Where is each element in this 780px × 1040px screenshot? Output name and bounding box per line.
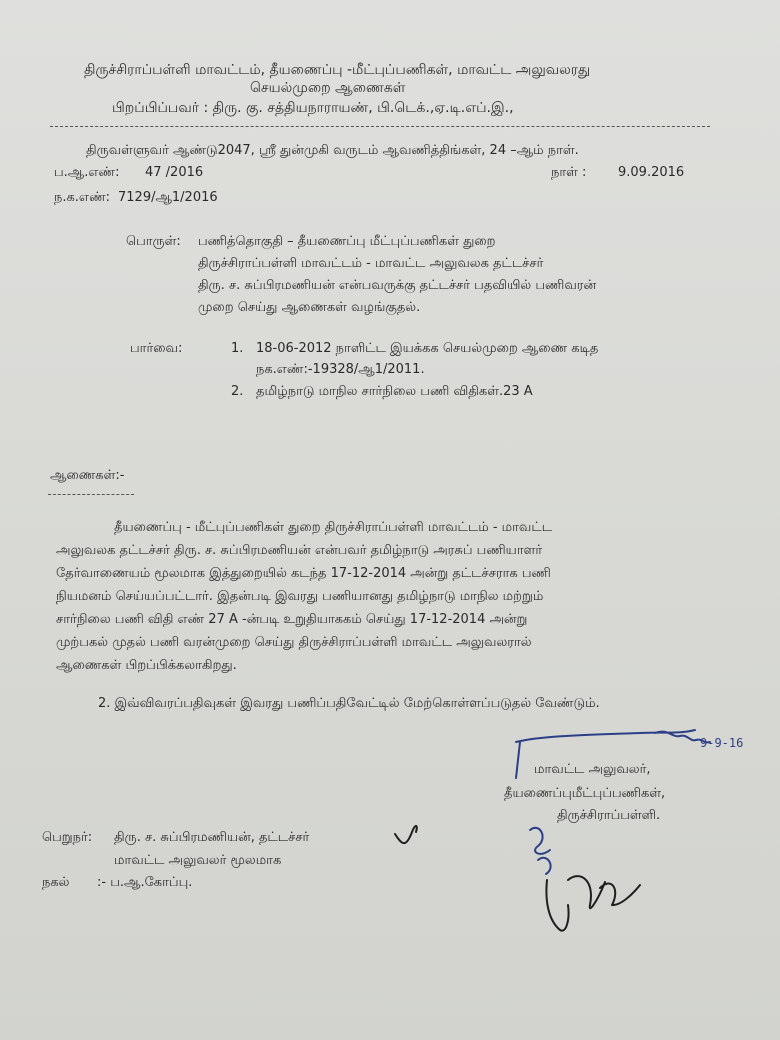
header-line-proceedings: செயல்முறை ஆணைகள் xyxy=(250,80,406,96)
order-paragraph-1-line-3: தேர்வாணையம் மூலமாக இத்துறையில் கடந்த 17-12-2014 அன்று தட்டச்சராக பணி xyxy=(56,566,551,581)
recipient-line-1: திரு. ச. சுப்பிரமணியன், தட்டச்சர் xyxy=(114,830,310,845)
reference-item-2-number: 2. xyxy=(231,384,244,399)
order-paragraph-1-line-4: நியமனம் செய்யப்பட்டார். இதன்படி இவரது பணியானது தமிழ்நாடு மாநில மற்றும் xyxy=(56,589,544,604)
orders-heading: ஆணைகள்:- xyxy=(50,468,125,483)
naka-number-label: ந.க.எண்: xyxy=(54,190,110,205)
recipient-line-2: மாவட்ட அலுவலர் மூலமாக xyxy=(114,853,282,868)
copy-value: :- ப.ஆ.கோப்பு. xyxy=(97,875,193,890)
order-paragraph-1-line-5: சார்நிலை பணி விதி எண் 27 A -ன்படி உறுதியாககம் செய்து 17-12-2014 அன்று xyxy=(56,612,528,627)
header-line-issuer: பிறப்பிப்பவர் : திரு. கு. சத்தியநாராயண், பி.டெக்.,ஏ.டி.எப்.இ., xyxy=(112,100,514,116)
reference-item-1-line-1: 18-06-2012 நாளிட்ட இயக்கக செயல்முறை ஆணை கடித xyxy=(256,341,599,356)
subject-line-2: திருச்சிராப்பள்ளி மாவட்டம் - மாவட்ட அலுவலக தட்டச்சர் xyxy=(198,256,544,271)
reference-item-2-text: தமிழ்நாடு மாநில சார்நிலை பணி விதிகள்.23 A xyxy=(256,384,533,399)
recipient-label: பெறுநர்: xyxy=(42,830,93,845)
subject-line-1: பணித்தொகுதி – தீயணைப்பு மீட்புப்பணிகள் துறை xyxy=(198,234,496,249)
header-line-district: திருச்சிராப்பள்ளி மாவட்டம், தீயணைப்பு -மீட்புப்பணிகள், மாவட்ட அலுவலரது xyxy=(84,62,591,78)
order-date-value: 9.09.2016 xyxy=(618,165,685,180)
pa-number-label: ப.ஆ.எண்: xyxy=(54,165,120,180)
order-date-label: நாள் : xyxy=(551,165,587,180)
orders-heading-underline xyxy=(48,494,134,495)
signatory-location: திருச்சிராப்பள்ளி. xyxy=(557,808,661,823)
copy-label: நகல் xyxy=(42,875,70,890)
order-paragraph-1-line-1: தீயணைப்பு - மீட்புப்பணிகள் துறை திருச்சிராப்பள்ளி மாவட்டம் - மாவட்ட xyxy=(114,520,553,535)
signatory-designation: மாவட்ட அலுவலர், xyxy=(534,762,651,777)
naka-number-value: 7129/ஆ1/2016 xyxy=(118,190,218,205)
signatory-department: தீயணைப்புமீட்புப்பணிகள், xyxy=(504,786,666,801)
subject-line-3: திரு. ச. சுப்பிரமணியன் என்பவருக்கு தட்டச்சர் பதவியில் பணிவரன் xyxy=(198,278,597,293)
reference-item-1-line-2: நக.எண்:-19328/ஆ1/2011. xyxy=(256,362,425,377)
header-divider xyxy=(50,126,710,127)
subject-label: பொருள்: xyxy=(126,234,181,249)
order-paragraph-2: 2. இவ்விவரப்பதிவுகள் இவரது பணிப்பதிவேட்டில் மேற்கொள்ளப்படுதல் வேண்டும். xyxy=(98,696,600,711)
pa-number-value: 47 /2016 xyxy=(145,165,204,180)
order-paragraph-1-line-7: ஆணைகள் பிறப்பிக்கலாகிறது. xyxy=(56,658,237,673)
reference-label: பார்வை: xyxy=(130,341,183,356)
reference-item-1-number: 1. xyxy=(231,341,244,356)
subject-line-4: முறை செய்து ஆணைகள் வழங்குதல். xyxy=(198,300,421,315)
order-paragraph-1-line-2: அலுவலக தட்டச்சர் திரு. ச. சுப்பிரமணியன் என்பவர் தமிழ்நாடு அரசுப் பணியாளர் xyxy=(56,543,543,558)
tamil-calendar-date: திருவள்ளுவர் ஆண்டு2047, ஸ்ரீ துன்முகி வருடம் ஆவணித்திங்கள், 24 –ஆம் நாள். xyxy=(86,143,579,158)
handwritten-date: 9-9-16 xyxy=(700,736,744,750)
order-paragraph-1-line-6: முற்பகல் முதல் பணி வரன்முறை செய்து திருச்சிராப்பள்ளி மாவட்ட அலுவலரால் xyxy=(56,635,532,650)
